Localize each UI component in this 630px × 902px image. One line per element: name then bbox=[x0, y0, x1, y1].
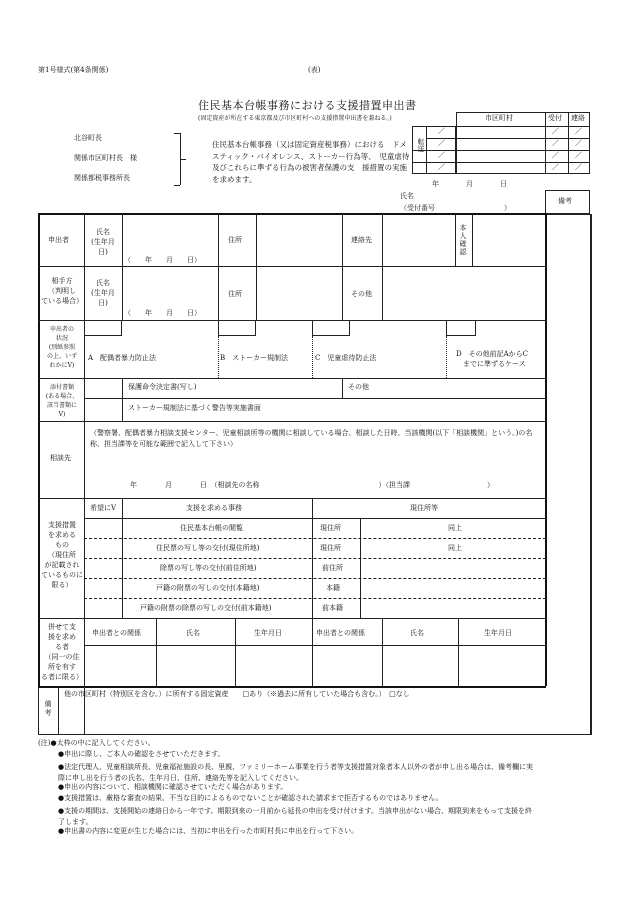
transfer-city-header: 市区町村 bbox=[485, 114, 513, 122]
transfer-received-header: 受付 bbox=[548, 114, 562, 122]
partner-name-label: 氏名 (生年月 日) bbox=[91, 279, 115, 307]
measure-addr-label: 前住所 bbox=[322, 564, 343, 572]
measure-item: 除票の写し等の交付(前住所地) bbox=[160, 564, 257, 572]
note-item: ●法定代理人、児童相談所長、児童福祉施設の長、里親、ファミリーホーム事業を行う者等支援措置対象者本人以外の者が申し出る場合は、備考欄に実際に申し出を行う者の氏名、生年月日、住所、連絡先等を記入してください。 bbox=[58, 763, 533, 782]
form-number: 第1号様式(第4条関係) bbox=[38, 66, 109, 74]
joint-relation-header-2: 申出者との関係 bbox=[316, 629, 365, 637]
applicant-contact-label: 連絡先 bbox=[351, 236, 372, 244]
addressee-related-mayors: 関係市区町村長 様 bbox=[74, 154, 137, 162]
measure-addr-value: 同上 bbox=[448, 544, 462, 552]
page-subtitle: (固定資産が所在する東京都及び市区町村への支援措置申出書を兼ねる。) bbox=[198, 115, 392, 122]
consult-date-line: 年 月 日 （相談先の名称 ）（担当課 ） bbox=[130, 481, 494, 489]
applicant-dob: （ 年 月 日） bbox=[124, 256, 201, 264]
form-page: 第1号様式(第4条関係) (表) 住民基本台帳事務における支援措置申出書 (固定資産が所在する東京都及び市区町村への支援措置申出書を兼ねる。) 北谷町長 関係市区町村長 様 関係都税事務所長 住民基本台帳事務（又は固定資産税事務）における ドメスティック・バイオレンス、ストーカー行為等、 児童虐待及びこれらに準ずる行為の被害者保護の支 援措置の実施を求めます。 転送 市区町村 受付 連絡 ／ ／ ／ ／ ／ ／ ／ ／ ／ ／ ／ ／ 年 月 日 氏名 （受付番号 ） 備考 申出者 氏名 (生年月 日) （ 年 月 日） 住所 連絡先 本人確認 相手方 （判明し ている場合） 氏名 (生年月 日) （ 年 月 日） 住所 その他 申出者の 状況 (別紙参照 の上、いず れかにV) A 配偶者暴力防止法 B ストーカー規制法 C 児童虐待防止法 D その他前記AからC までに準ずるケース 添付書類 (ある場合、 該当書類に V) 保護命令決定書(写し) その他 ストーカー規制法に基づく警告等実施書面 相談先 （警察署、配偶者暴力相談支援センター、児童相談所等の機関に相談している場合、相談した日時、当該機関(以下「相談機関」という。)の名称、担当課等を可能な範囲で記入して下さい） 年 月 日 （相談先の名称 ）（担当課 ） 支援措置 を求める もの （現住所 が記載され ているものに 限る） 希望にV 支援を求める事務 現住所等 住民基本台帳の閲覧 現住所 同上 住民票の写し等の交付(現住所地) 現住所 同上 除票の写し等の交付(前住所地) 前住所 戸籍の附票の写しの交付(本籍地) 本籍 戸籍の附票の除票の写しの交付(前本籍地) 前本籍 併せて支 援を求め る者 （同一の住 所を有す る者に限る） 申出者との関係 氏名 生年月日 申出者との関係 氏名 生年月日 備考 他の市区町村（特別区を含む。）に所有する固定資産 □あり（※過去に所有していた場合も含む。） □なし (注)●太枠の中に記入してください。 ●申出に際し、ご本人の確認をさせていただきます。 ●法定代理人、児童相談所長、児童福祉施設の長、里親、ファミリーホーム事業を行う者等支援措置対象者本人以外の者が申し出る場合は、備考欄に実際に申し出を行う者の氏名、生年月日、住所、連絡先等を記入してください。 ●申出の内容について、相談機関に確認させていただく場合があります。 ●支援措置は、厳格な審査の結果、不当な目的によるものでないことが確認された請求まで拒否するものではありません。 ●支援の期間は、支援開始の連絡日から一年です。期限到来の一月前から延長の申出を受け付けます。当該申出がない場合、期限到来をもって支援を終了します。 ●申出書の内容に変更が生じた場合には、当初に申出を行った市町村長に申出を行って下さい。 bbox=[0, 0, 630, 902]
measure-addr-label: 前本籍 bbox=[322, 604, 343, 612]
page-title: 住民基本台帳事務における支援措置申出書 bbox=[198, 99, 417, 112]
main-table bbox=[38, 214, 591, 735]
applicant-name-label: 氏名 (生年月 日) bbox=[91, 228, 115, 256]
addressee-tax-office: 関係都税事務所長 bbox=[74, 174, 130, 182]
joint-name-header-2: 氏名 bbox=[410, 629, 424, 637]
status-check-a[interactable] bbox=[84, 320, 122, 336]
attachment-protection-order: 保護命令決定書(写し) bbox=[128, 383, 197, 391]
note-item: ●支援の期間は、支援開始の連絡日から一年です。期限到来の一月前から延長の申出を受け付けます。当該申出がない場合、期限到来をもって支援を終了します。 bbox=[58, 807, 532, 826]
attachment-warning-doc: ストーカー規制法に基づく警告等実施書面 bbox=[128, 404, 261, 412]
note-item: ●支援措置は、厳格な審査の結果、不当な目的によるものでないことが確認された請求まで拒否するものではありません。 bbox=[58, 794, 443, 802]
note-item: ●申出書の内容に変更が生じた場合には、当初に申出を行った市町村長に申出を行って下さい。 bbox=[58, 827, 359, 835]
measure-addr-label: 本籍 bbox=[326, 584, 340, 592]
applicant-label: 申出者 bbox=[48, 236, 69, 244]
applicant-name-label: 氏名 bbox=[400, 192, 414, 200]
remarks-top-label: 備考 bbox=[558, 197, 572, 205]
joint-dob-header-2: 生年月日 bbox=[484, 629, 512, 637]
measure-addr-label: 現住所 bbox=[320, 524, 341, 532]
status-b-label: B ストーカー規制法 bbox=[220, 354, 289, 362]
side-label: (表) bbox=[308, 66, 321, 74]
note-item: ●申出の内容について、相談機関に確認させていただく場合があります。 bbox=[58, 783, 288, 791]
attachment-other-label: その他 bbox=[348, 383, 369, 391]
date-year: 年 bbox=[432, 180, 439, 188]
status-check-b[interactable] bbox=[218, 320, 256, 336]
bottom-remarks-label: 備考 bbox=[44, 700, 52, 718]
status-label: 申出者の 状況 (別紙参照 の上、いず れかにV) bbox=[46, 326, 77, 369]
joint-name-header: 氏名 bbox=[186, 629, 200, 637]
measure-item: 住民票の写し等の交付(現住所地) bbox=[156, 544, 260, 552]
date-day: 日 bbox=[500, 180, 507, 188]
measure-item: 戸籍の附票の除票の写しの交付(前本籍地) bbox=[140, 604, 272, 612]
applicant-address-label: 住所 bbox=[228, 236, 242, 244]
measures-check-header: 希望にV bbox=[90, 504, 117, 512]
joint-label: 併せて支 援を求め る者 （同一の住 所を有す る者に限る） bbox=[41, 623, 83, 681]
status-check-c[interactable] bbox=[312, 320, 350, 336]
partner-label: 相手方 （判明し ている場合） bbox=[41, 277, 83, 305]
measures-label: 支援措置 を求める もの （現住所 が記載され ているものに 限る） bbox=[41, 521, 83, 589]
measure-addr-label: 現住所 bbox=[320, 544, 341, 552]
measure-addr-value: 同上 bbox=[448, 524, 462, 532]
joint-dob-header: 生年月日 bbox=[254, 629, 282, 637]
addressee-mayor: 北谷町長 bbox=[74, 134, 102, 142]
joint-relation-header: 申出者との関係 bbox=[92, 629, 141, 637]
consult-instructions: （警察署、配偶者暴力相談支援センター、児童相談所等の機関に相談している場合、相談した日時、当該機関(以下「相談機関」という。)の名称、担当課等を可能な範囲で記入して下さい） bbox=[90, 429, 533, 448]
partner-address-label: 住所 bbox=[228, 290, 242, 298]
receipt-number-label: （受付番号 bbox=[400, 204, 435, 212]
transfer-contact-header: 連絡 bbox=[571, 114, 585, 122]
date-month: 月 bbox=[466, 180, 473, 188]
status-d-label: D その他前記AからC までに準ずるケース bbox=[456, 350, 529, 368]
status-check-d[interactable] bbox=[446, 320, 476, 336]
measure-item: 住民基本台帳の閲覧 bbox=[180, 524, 243, 532]
note-item: ●申出に際し、ご本人の確認をさせていただきます。 bbox=[58, 750, 225, 758]
status-a-label: A 配偶者暴力防止法 bbox=[88, 354, 157, 362]
notes-head: (注)●太枠の中に記入してください。 bbox=[38, 739, 155, 747]
consult-label: 相談先 bbox=[50, 454, 71, 462]
fixed-asset-question: 他の市区町村（特別区を含む。）に所有する固定資産 □あり（※過去に所有していた場合も含む。） □なし bbox=[64, 690, 410, 698]
measure-item: 戸籍の附票の写しの交付(本籍地) bbox=[156, 584, 260, 592]
measures-addr-header: 現住所等 bbox=[410, 504, 438, 512]
measures-item-header: 支援を求める事務 bbox=[186, 504, 242, 512]
attachments-label: 添付書類 (ある場合、 該当書類に V) bbox=[45, 384, 79, 418]
transfer-table bbox=[456, 112, 590, 174]
partner-dob: （ 年 月 日） bbox=[124, 309, 201, 317]
partner-other-label: その他 bbox=[351, 290, 372, 298]
transfer-label: 転送 bbox=[417, 138, 425, 152]
intro-text: 住民基本台帳事務（又は固定資産税事務）における ドメスティック・バイオレンス、ストーカー行為等、 児童虐待及びこれらに準ずる行為の被害者保護の支 援措置の実施を求めます。 bbox=[212, 140, 410, 184]
status-c-label: C 児童虐待防止法 bbox=[315, 354, 377, 362]
identity-check-label: 本人確認 bbox=[459, 224, 467, 256]
